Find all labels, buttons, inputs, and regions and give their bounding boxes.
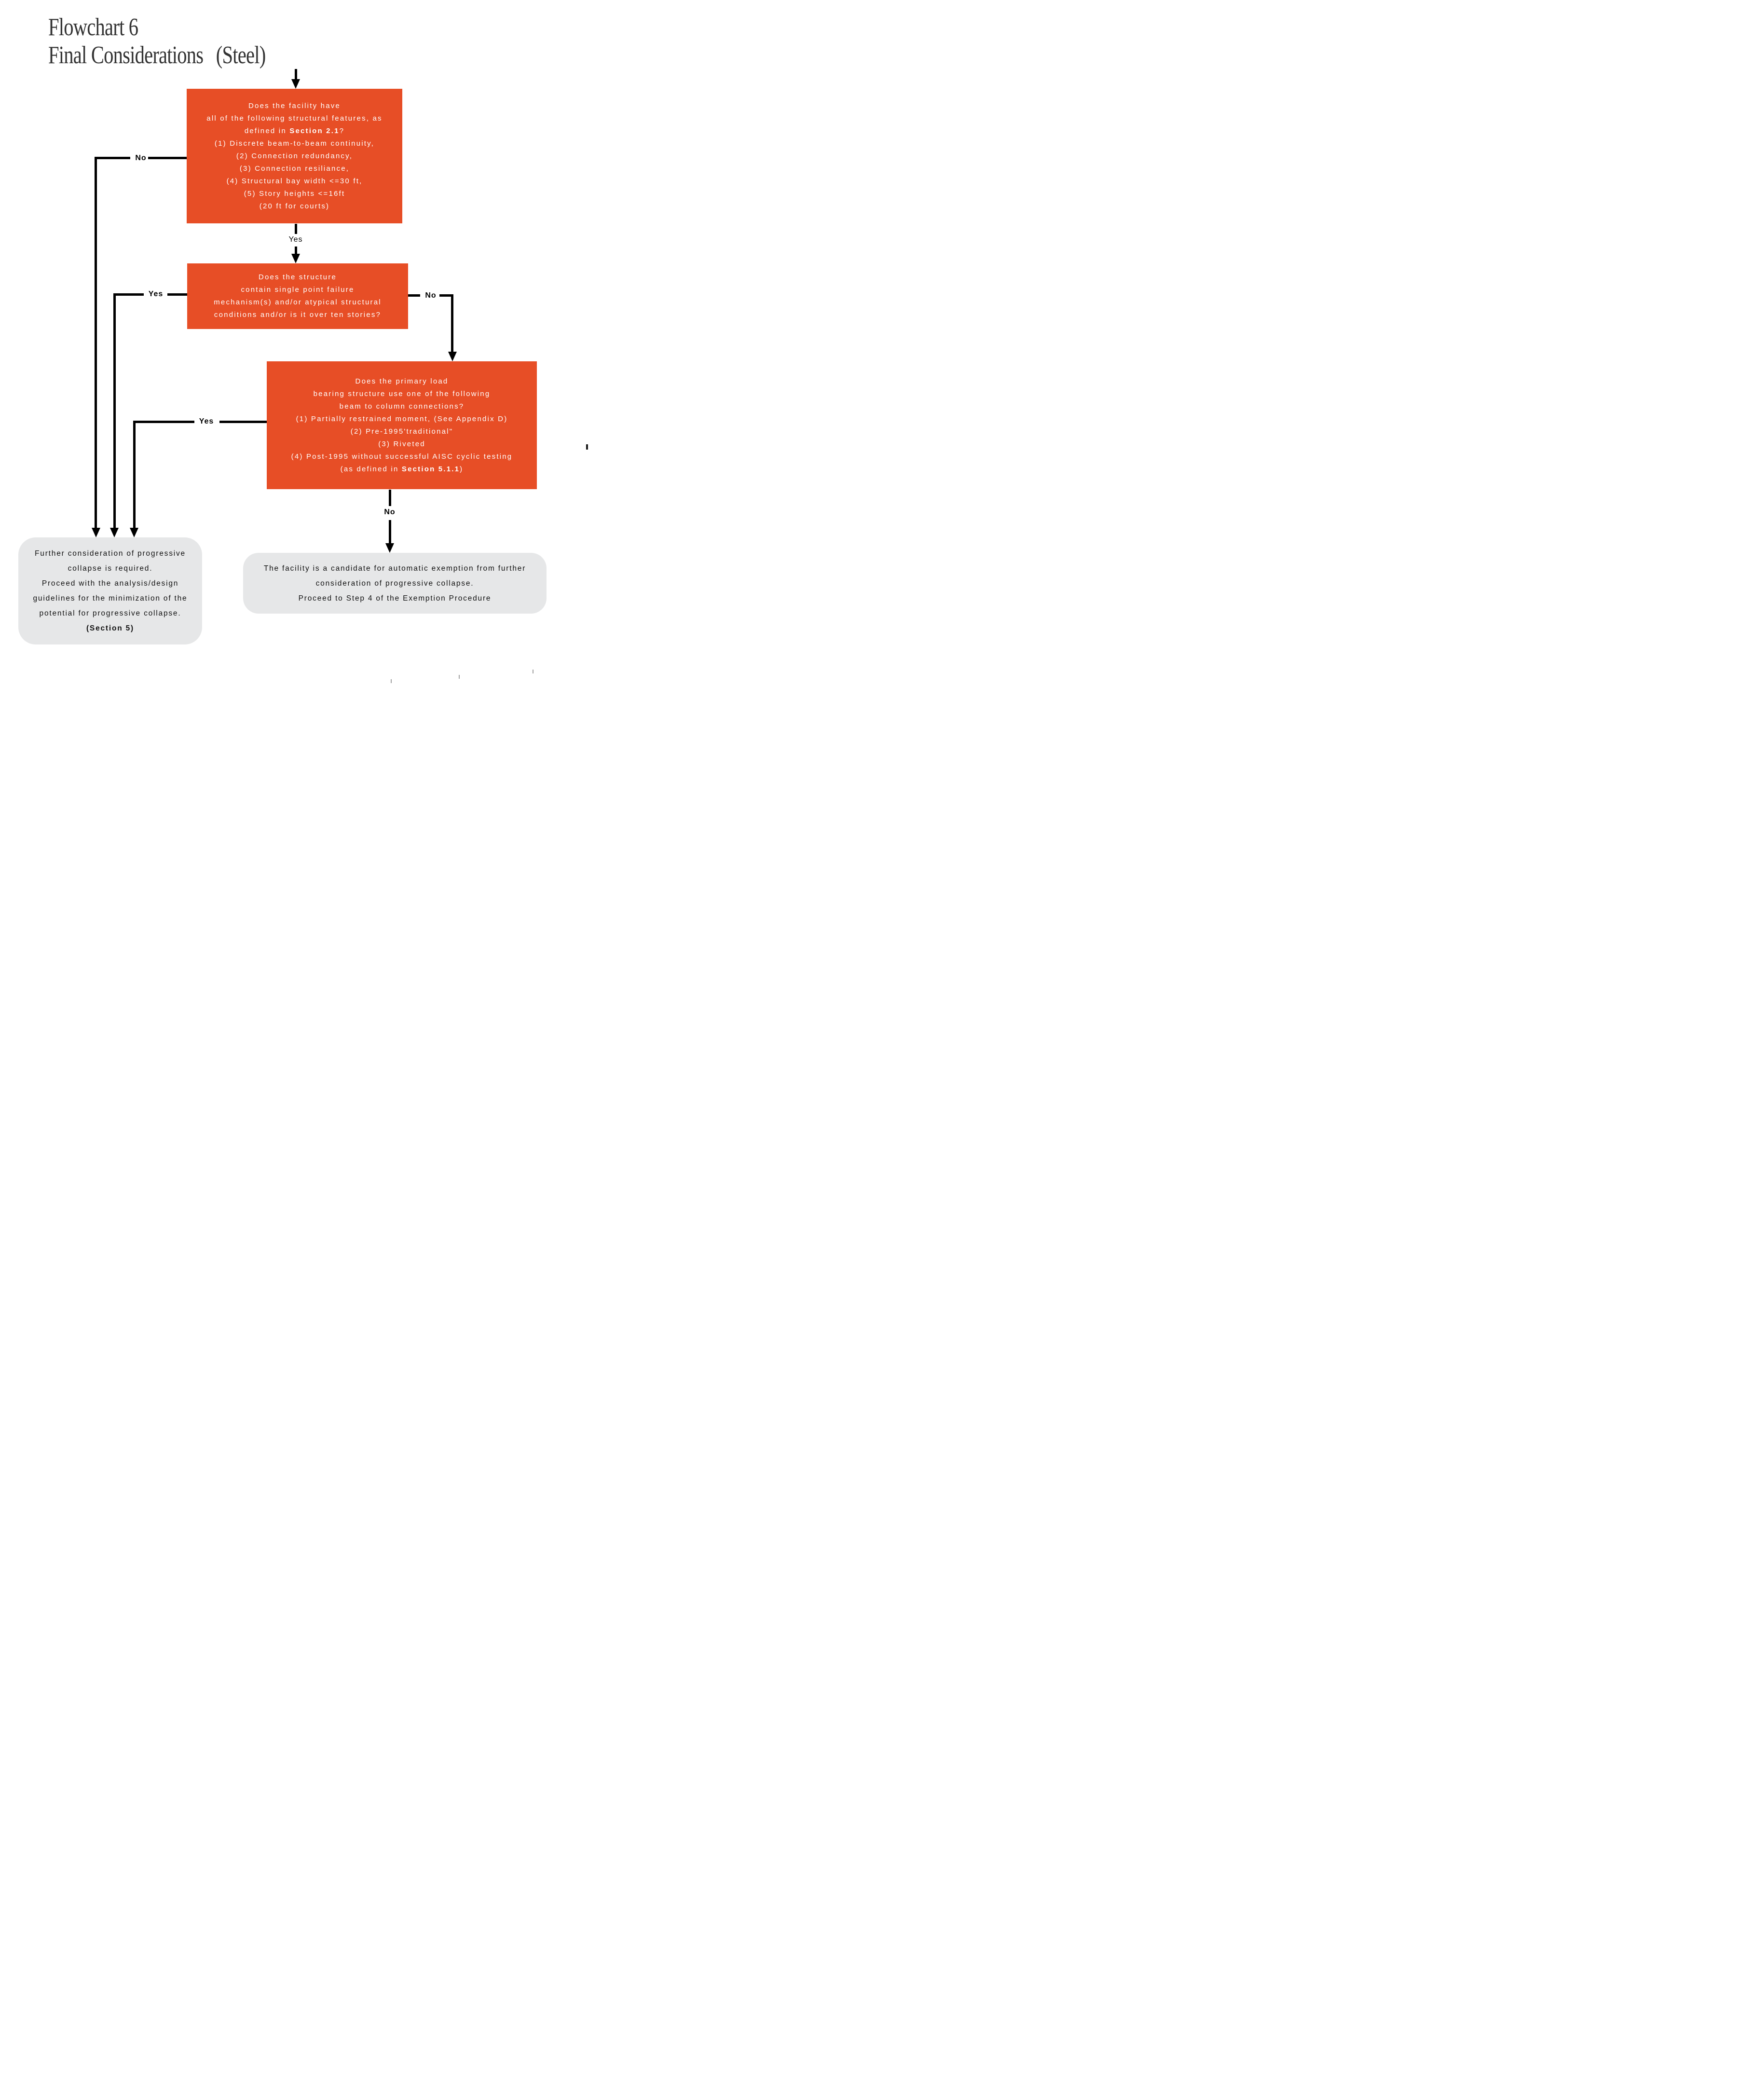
connector-no-box1-h2 xyxy=(148,157,187,159)
label-no-from-box2: No xyxy=(420,290,441,302)
terminal-left-line: guidelines for the minimization of the xyxy=(33,594,188,603)
box3-line: (1) Partially restrained moment, (See Appendix D) xyxy=(296,414,508,423)
arrowhead-into-box2 xyxy=(291,254,300,263)
connector-yes-box3-h1 xyxy=(134,421,195,423)
connector-no-box2-v xyxy=(451,294,453,353)
label-yes-below-box1: Yes xyxy=(284,234,308,246)
box1-line: (1) Discrete beam-to-beam continuity, xyxy=(214,139,375,148)
box3-line: (3) Riveted xyxy=(378,439,425,448)
connector-yes-box2-h1 xyxy=(114,293,146,296)
connector-yes-box2-v xyxy=(113,293,116,529)
box2-line: mechanism(s) and/or atypical structural xyxy=(214,298,382,306)
scan-artifact-tick xyxy=(391,679,392,683)
connector-no-box1-h1 xyxy=(96,157,134,159)
flowchart-page xyxy=(0,0,588,695)
terminal-right-line: consideration of progressive collapse. xyxy=(315,579,474,588)
arrowhead-into-box3 xyxy=(448,352,457,361)
box2-line: conditions and/or is it over ten stories? xyxy=(214,311,382,319)
arrowhead-yes-box2-into-terminal xyxy=(110,528,119,537)
box1-line: Does the facility have xyxy=(248,101,341,110)
decision-box-structural-features xyxy=(187,89,402,223)
decision-box-single-point-failure xyxy=(187,263,408,329)
page-title xyxy=(48,14,327,69)
box1-line: (4) Structural bay width <=30 ft, xyxy=(226,177,363,185)
connector-no-box3-stub xyxy=(389,490,391,506)
terminal-exemption-candidate xyxy=(243,553,547,614)
label-yes-from-box3: Yes xyxy=(194,416,219,427)
terminal-left-line-bold: (Section 5) xyxy=(86,624,135,632)
arrowhead-into-box1 xyxy=(291,79,300,89)
connector-yes-box2-h2 xyxy=(167,293,187,296)
box1-line: (3) Connection resiliance, xyxy=(239,164,350,173)
box3-line: (2) Pre-1995'traditional" xyxy=(350,427,453,436)
terminal-left-line: Proceed with the analysis/design xyxy=(41,579,179,588)
terminal-further-consideration xyxy=(18,537,202,644)
connector-yes-box3-h2 xyxy=(219,421,267,423)
connector-top-to-box1 xyxy=(295,69,297,80)
connector-no-box3-line xyxy=(389,520,391,544)
label-no-from-box1: No xyxy=(130,152,151,164)
box1-line: (5) Story heights <=16ft xyxy=(244,189,345,198)
arrowhead-into-terminal-right xyxy=(385,543,394,553)
connector-yes-box3-v xyxy=(133,421,136,529)
box1-line: defined in Section 2.1? xyxy=(244,126,345,135)
box3-line: (4) Post-1995 without successful AISC cyclic testing xyxy=(291,452,513,461)
box2-line: contain single point failure xyxy=(241,286,355,294)
terminal-right-line: The facility is a candidate for automatic exemption from further xyxy=(263,564,526,573)
box3-line: Does the primary load xyxy=(355,377,449,385)
box3-line: beam to column connections? xyxy=(339,402,465,411)
box3-line: (as defined in Section 5.1.1) xyxy=(340,465,464,473)
decision-box-beam-column-connections xyxy=(267,361,537,489)
scan-artifact-tick xyxy=(459,675,460,679)
arrowhead-no-box1-into-terminal xyxy=(92,528,100,537)
box3-line: bearing structure use one of the following xyxy=(313,389,491,398)
terminal-right-line: Proceed to Step 4 of the Exemption Procedure xyxy=(298,594,492,603)
box1-line: (2) Connection redundancy, xyxy=(236,151,353,160)
box1-line: all of the following structural features, as xyxy=(206,114,383,123)
title-line1: Flowchart 6 xyxy=(48,14,138,41)
connector-yes-box1-stub xyxy=(295,224,297,234)
scan-artifact-right-edge xyxy=(586,444,588,450)
arrowhead-yes-box3-into-terminal xyxy=(130,528,138,537)
terminal-left-line: Further consideration of progressive xyxy=(35,549,186,558)
box1-line: (20 ft for courts) xyxy=(259,202,330,210)
box2-line: Does the structure xyxy=(258,273,337,281)
terminal-left-line: collapse is required. xyxy=(68,564,153,573)
terminal-left-line: potential for progressive collapse. xyxy=(39,609,181,617)
title-line2: Final Considerations (Steel) xyxy=(48,41,266,69)
label-no-below-box3: No xyxy=(379,507,400,518)
label-yes-from-box2: Yes xyxy=(144,288,168,300)
title-steel: (Steel) xyxy=(216,41,266,69)
connector-no-box1-v xyxy=(95,157,97,529)
